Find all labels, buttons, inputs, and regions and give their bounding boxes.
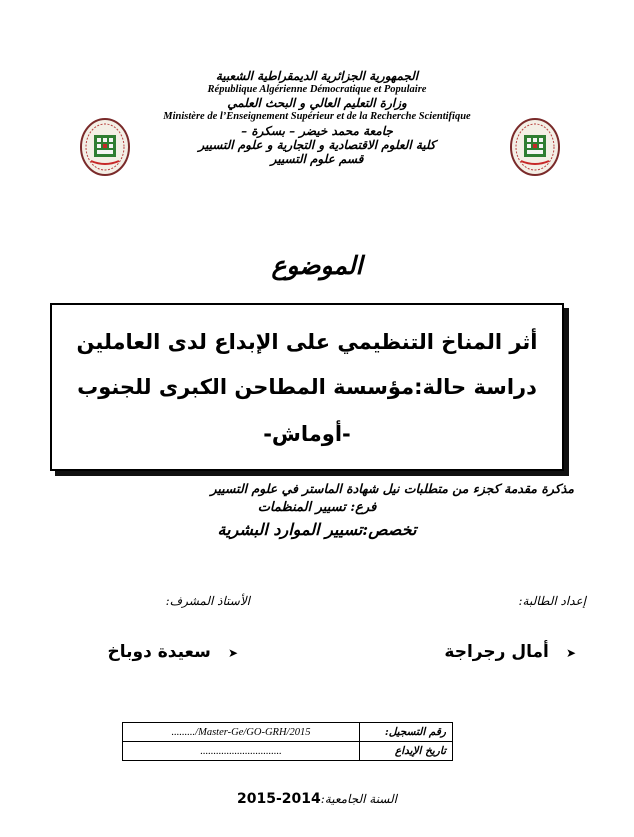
bullet-arrow-icon: ➤ <box>227 646 238 660</box>
title-line-2: دراسة حالة:مؤسسة المطاحن الكبرى للجنوب <box>77 375 537 399</box>
ministry-french: Ministère de l’Enseignement Supérieur et de la Recherche Scientifique <box>163 111 471 122</box>
title-line-1: أثر المناخ التنظيمي على الإبداع لدى العاملين <box>76 330 538 354</box>
title-box <box>50 303 564 471</box>
registration-table <box>122 722 453 761</box>
memo-statement: مذكرة مقدمة كجزء من متطلبات نيل شهادة الماستر في علوم التسيير <box>210 481 574 496</box>
table-row <box>123 742 453 761</box>
supervisor-entry <box>60 642 238 662</box>
student-entry <box>380 642 576 662</box>
university-emblem-icon <box>79 117 131 177</box>
academic-year-value: 2014-2015 <box>236 791 321 807</box>
registration-number-value: ........./Master-Ge/GO-GRH/2015 <box>123 723 360 742</box>
republic-french: République Algérienne Démocratique et Populaire <box>207 84 427 95</box>
student-name: أمال رجراجة <box>444 642 549 662</box>
table-row <box>123 723 453 742</box>
department-name: قسم علوم التسيير <box>270 152 364 166</box>
ministry-arabic: وزارة التعليم العالي و البحث العلمي <box>227 96 407 110</box>
university-name: جامعة محمد خيضر – بسكرة – <box>241 124 393 138</box>
university-emblem-icon <box>509 117 561 177</box>
specialty-label: تخصص:تسيير الموارد البشرية <box>217 520 417 539</box>
prepared-by-label: إعداد الطالبة: <box>518 594 586 608</box>
title-line-3: -أوماش- <box>263 422 351 446</box>
bullet-arrow-icon: ➤ <box>565 646 576 660</box>
republic-arabic: الجمهورية الجزائرية الديمقراطية الشعبية <box>215 69 419 83</box>
deposit-date-value: ............................... <box>123 742 360 761</box>
topic-label: الموضوع <box>271 251 363 280</box>
deposit-date-label: تاريخ الإيداع <box>360 742 453 761</box>
academic-year <box>0 788 634 807</box>
supervisor-label: الأستاذ المشرف: <box>165 594 250 608</box>
supervisor-name: سعيدة دوباخ <box>107 642 211 662</box>
academic-year-label: السنة الجامعية: <box>320 792 398 806</box>
faculty-name: كلية العلوم الاقتصادية و التجارية و علوم التسيير <box>198 138 436 152</box>
registration-number-label: رقم التسجيل: <box>360 723 453 742</box>
branch-label: فرع: تسيير المنظمات <box>257 500 377 515</box>
